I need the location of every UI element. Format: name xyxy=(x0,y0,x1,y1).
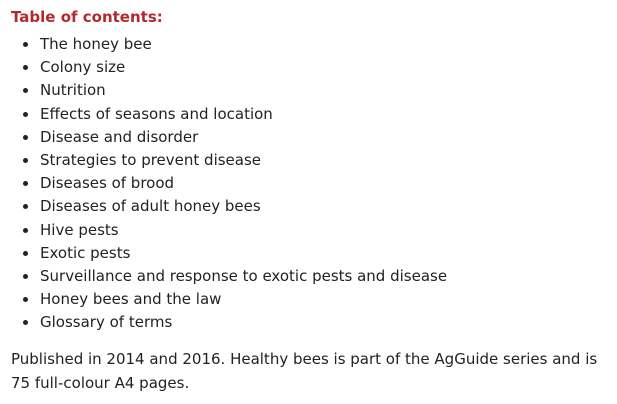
publication-info: Published in 2014 and 2016. Healthy bees is part of the AgGuide series and is 75 full-colour A4 pages. xyxy=(11,350,598,392)
bullet-icon xyxy=(23,42,28,47)
toc-item-label: Glossary of terms xyxy=(40,313,173,332)
bullet-icon xyxy=(23,297,28,302)
bullet-icon xyxy=(23,65,28,70)
toc-item-label: Nutrition xyxy=(40,81,106,100)
toc-item-glossary xyxy=(0,311,447,334)
toc-item-strategies xyxy=(0,149,447,172)
toc-item-label: Hive pests xyxy=(40,220,119,239)
toc-item-effects-of-seasons xyxy=(0,103,447,126)
toc-item-label: Disease and disorder xyxy=(40,127,199,146)
bullet-icon xyxy=(23,88,28,93)
toc-item-label: Strategies to prevent disease xyxy=(40,150,262,169)
toc-item-label: Diseases of brood xyxy=(40,174,175,193)
toc-item-label: The honey bee xyxy=(40,35,152,53)
toc-item-label: Exotic pests xyxy=(40,243,131,262)
toc-item-the-honey-bee xyxy=(0,33,447,56)
bullet-icon xyxy=(23,112,28,117)
toc-item-diseases-of-brood xyxy=(0,172,447,195)
bullet-icon xyxy=(23,274,28,279)
toc-heading: Table of contents: xyxy=(11,8,163,26)
bullet-icon xyxy=(23,228,28,233)
toc-item-honey-bees-and-law xyxy=(0,288,447,311)
bullet-icon xyxy=(23,135,28,140)
toc-item-label: Effects of seasons and location xyxy=(40,104,273,123)
toc-item-disease-and-disorder xyxy=(0,126,447,149)
toc-item-label: Honey bees and the law xyxy=(40,290,222,309)
toc-item-colony-size xyxy=(0,56,447,79)
bullet-icon xyxy=(23,204,28,209)
bullet-icon xyxy=(23,251,28,256)
toc-item-nutrition xyxy=(0,79,447,102)
toc-item-hive-pests xyxy=(0,219,447,242)
toc-item-label: Diseases of adult honey bees xyxy=(40,197,261,216)
bullet-icon xyxy=(23,158,28,163)
toc-item-surveillance xyxy=(0,265,447,288)
toc-item-label: Colony size xyxy=(40,58,126,77)
toc-item-diseases-of-adult-bees xyxy=(0,195,447,218)
toc-item-label: Surveillance and response to exotic pests and disease xyxy=(40,266,448,285)
toc-item-exotic-pests xyxy=(0,242,447,265)
toc-list xyxy=(0,33,447,334)
bullet-icon xyxy=(23,320,28,325)
bullet-icon xyxy=(23,181,28,186)
